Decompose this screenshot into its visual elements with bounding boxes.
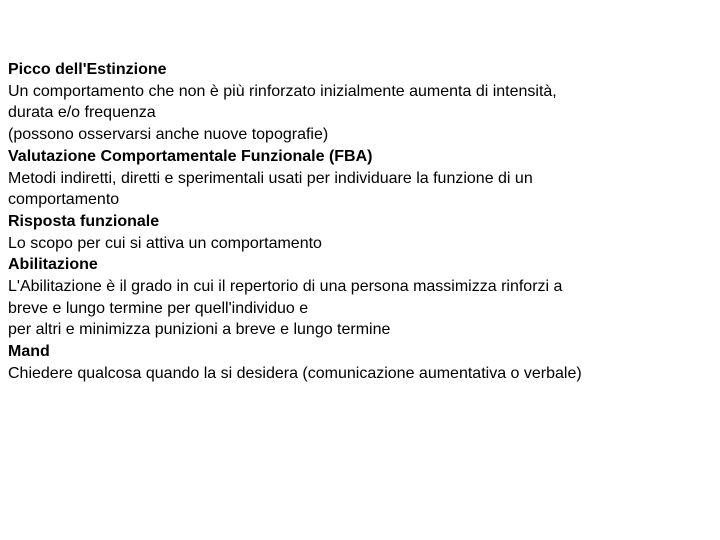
definition-line: Lo scopo per cui si attiva un comportamento (8, 234, 322, 252)
term-heading: Valutazione Comportamentale Funzionale (FBA) (8, 147, 373, 165)
definition-line: breve e lungo termine per quell'individuo e (8, 299, 309, 317)
definition-line: comportamento (8, 191, 120, 209)
definition-line: durata e/o frequenza (8, 104, 156, 122)
glossary-text-block (8, 59, 708, 385)
term-heading: Abilitazione (8, 256, 98, 274)
term-heading: Mand (8, 343, 50, 361)
definition-line: Un comportamento che non è più rinforzato inizialmente aumenta di intensità, (8, 82, 557, 100)
definition-line: (possono osservarsi anche nuove topografie) (8, 126, 329, 144)
definition-line: Metodi indiretti, diretti e sperimentali usati per individuare la funzione di un (8, 169, 533, 187)
definition-line: per altri e minimizza punizioni a breve e lungo termine (8, 321, 391, 339)
definition-line: Chiedere qualcosa quando la si desidera (comunicazione aumentativa o verbale) (8, 364, 582, 382)
term-heading: Risposta funzionale (8, 212, 160, 230)
definition-line: L'Abilitazione è il grado in cui il repertorio di una persona massimizza rinforzi a (8, 278, 563, 296)
term-heading: Picco dell'Estinzione (8, 61, 167, 78)
